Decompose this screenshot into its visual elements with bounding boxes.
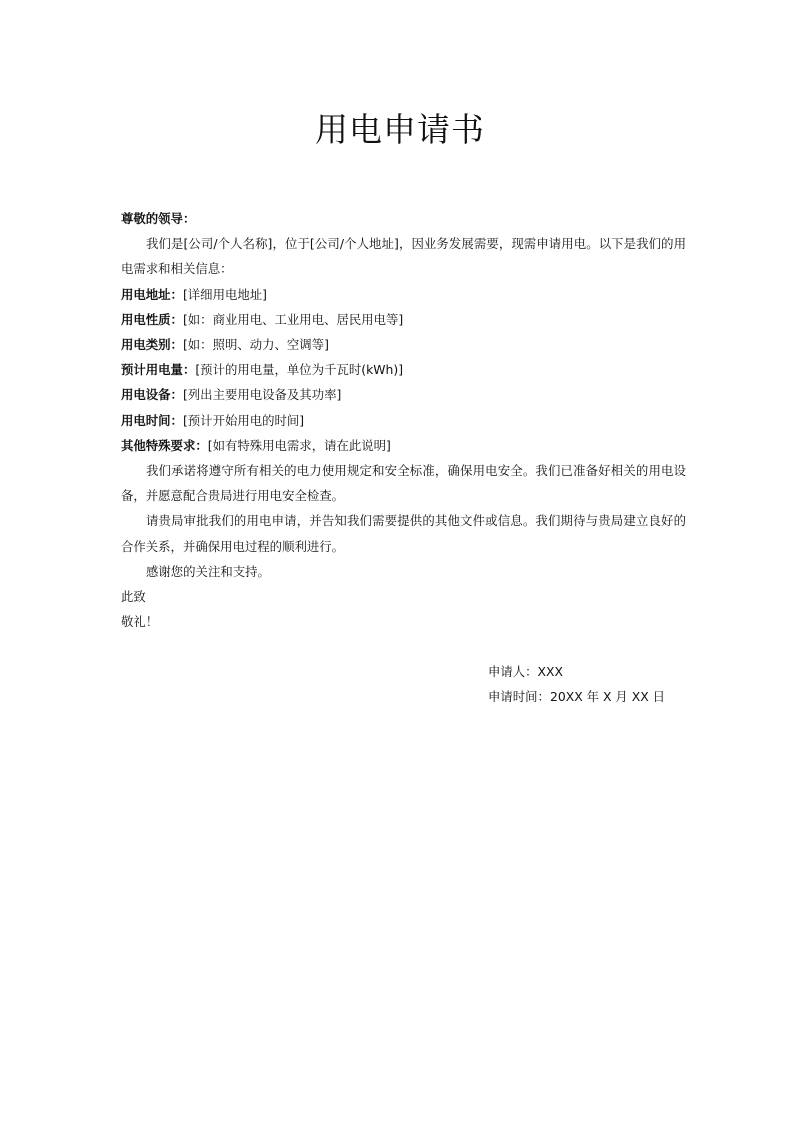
- field-value: [预计的用电量，单位为千瓦时(kWh)]: [195, 362, 404, 378]
- apply-date-line: 申请时间：20XX 年 X 月 XX 日: [488, 689, 666, 705]
- field-label: 用电性质：: [121, 311, 183, 327]
- field-value: [如：商业用电、工业用电、居民用电等]: [182, 311, 404, 327]
- field-label: 用电设备：: [121, 387, 183, 403]
- field-label: 用电类别：: [121, 337, 183, 353]
- applicant-line: 申请人：XXX: [488, 664, 564, 679]
- field-value: [详细用电地址]: [182, 286, 267, 302]
- field-label: 预计用电量：: [121, 362, 196, 378]
- document-title: 用电申请书: [315, 110, 485, 149]
- field-value: [如有特殊用电需求，请在此说明]: [207, 437, 391, 453]
- field-row: [121, 382, 686, 407]
- salutation: 尊敬的领导：: [121, 211, 196, 226]
- commitment-paragraph: 我们承诺将遵守所有相关的电力使用规定和安全标准，确保用电安全。我们已准备好相关的用电设备，并愿意配合贵局进行用电安全检查。: [121, 463, 686, 504]
- intro-paragraph: 我们是[公司/个人名称]，位于[公司/个人地址]，因业务发展需要，现需申请用电。以下是我们的用电需求和相关信息：: [121, 236, 686, 277]
- field-row: [121, 433, 686, 458]
- document-body: [121, 206, 686, 634]
- signature-block: [488, 659, 665, 709]
- field-label: 用电地址：: [121, 286, 183, 302]
- field-row: [121, 408, 686, 433]
- field-label: 其他特殊要求：: [121, 437, 208, 453]
- field-row: [121, 357, 686, 382]
- field-row: [121, 282, 686, 307]
- field-value: [列出主要用电设备及其功率]: [182, 387, 342, 403]
- field-row: [121, 307, 686, 332]
- field-row: [121, 332, 686, 357]
- thanks-paragraph: 感谢您的关注和支持。: [146, 563, 270, 579]
- field-value: [预计开始用电的时间]: [182, 412, 305, 428]
- field-label: 用电时间：: [121, 412, 183, 428]
- closing-line: 敬礼！: [121, 614, 159, 630]
- request-paragraph: 请贵局审批我们的用电申请，并告知我们需要提供的其他文件或信息。我们期待与贵局建立良好的合作关系，并确保用电过程的顺利进行。: [121, 513, 686, 554]
- closing-line: 此致: [121, 589, 146, 605]
- field-value: [如：照明、动力、空调等]: [182, 337, 329, 353]
